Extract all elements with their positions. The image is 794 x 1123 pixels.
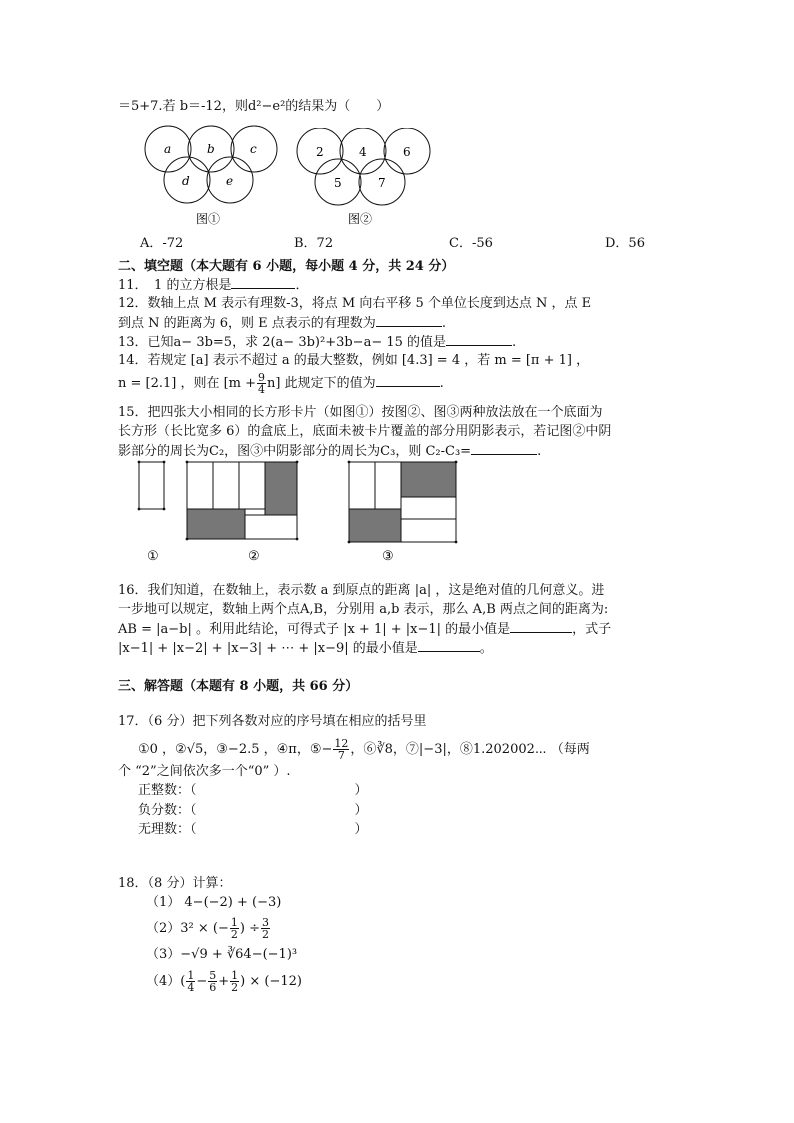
q16-line2: 一步地可以规定，数轴上两个点A,B，分别用 a,b 表示，那么 A,B 两点之间的距离为:	[118, 602, 609, 617]
q18-part-3: （3）−√9 + ∛64−(−1)³	[146, 947, 298, 962]
fraction: $\frac{9}{4}$	[258, 371, 266, 396]
circle-label: 6	[403, 145, 411, 159]
figure-caption: ③	[382, 549, 394, 564]
fraction: $\frac{1}{2}$	[231, 969, 239, 994]
circle-label: d	[182, 174, 190, 188]
q12-line2: 到点 N 的距离为 6，则 E 点表示的有理数为 .	[118, 316, 446, 331]
figure-caption: ①	[147, 549, 159, 564]
q18-part-1: （1） 4−(−2) + (−3)	[146, 895, 282, 910]
q11: 11． 1 的立方根是 ．	[118, 278, 309, 293]
q16-text-a: AB = |a−b| 。利用此结论，可得式子 |x + 1| + |x−1| 的最小值是	[118, 622, 511, 637]
circle-label: 4	[359, 145, 367, 159]
q15-line1: 15．把四张大小相同的长方形卡片（如图①）按图②、图③两种放法放在一个底面为	[118, 405, 603, 420]
q16-line1: 16．我们知道，在数轴上，表示数 a 到原点的距离 |a| ，这是绝对值的几何意义。进	[118, 583, 605, 598]
answer-blank	[376, 374, 440, 387]
fraction: $\frac{3}{2}$	[262, 916, 269, 941]
card-figures	[130, 460, 470, 565]
answer-blank	[231, 276, 295, 289]
q17-line1: 17．（6 分）把下列各数对应的序号填在相应的括号里	[118, 714, 427, 729]
answer-blank	[510, 620, 572, 633]
fraction: $\frac{12}{7}$	[334, 737, 349, 762]
q14-text-b: n] 此规定下的值为	[267, 376, 376, 391]
circle-label: e	[226, 174, 234, 188]
q17-text-b: ，⑥∛8，⑦|−3|，⑧1.202002⋯ （每两	[350, 742, 590, 757]
q15-line2: 长方形（长比宽多 6）的盒底上，底面未被卡片覆盖的部分用阴影表示，若记图②中阴	[118, 424, 612, 439]
q17-text-a: ①0 ，②√5，③−2.5 ，④π，⑤−	[138, 742, 333, 757]
option-d: D．56	[605, 236, 645, 251]
figure-caption: 图①	[196, 212, 221, 226]
circle-label: 5	[334, 176, 342, 190]
answer-blank	[471, 442, 537, 455]
q16-line4	[118, 639, 493, 658]
q15-line3: 影部分的周长为C₂，图③中阴影部分的周长为C₃，则 C₂-C₃= .	[118, 444, 542, 459]
venn-figure-2	[291, 128, 441, 229]
section-2-title: 二、填空题（本大题有 6 小题，每小题 4 分，共 24 分）	[118, 259, 455, 274]
q15-text: 影部分的周长为C₂，图③中阴影部分的周长为C₃，则 C₂-C₃=	[118, 444, 472, 459]
q12-text: 到点 N 的距离为 6，则 E 点表示的有理数为	[118, 316, 376, 331]
q12-line1: 12．数轴上点 M 表示有理数-3，将点 M 向右平移 5 个单位长度到达点 N ，点 E	[118, 296, 592, 311]
fraction: $\frac{1}{4}$	[187, 969, 195, 994]
figure-caption: ②	[248, 549, 260, 564]
answer-blank	[376, 314, 442, 327]
section-3-title: 三、解答题（本题有 8 小题，共 66 分）	[118, 679, 359, 694]
q14-line2: n = [2.1] ，则在 [m + $\frac{9}{4}$ n] 此规定下的值为 .	[118, 371, 444, 396]
q17-line2	[138, 738, 590, 761]
q14-line1: 14．若规定 [a] 表示不超过 a 的最大整数，例如 [4.3] = 4 ，若 m = [π + 1] ，	[118, 353, 590, 368]
answer-blank	[418, 639, 480, 652]
q10-stem: ＝5+7.若 b＝-12，则d²−e²的结果为（ ）	[118, 99, 390, 114]
q16-line3	[118, 620, 611, 639]
q14-text-a: n = [2.1] ，则在 [m +	[118, 376, 257, 391]
q17-line3: 个 “2”之间依次多一个“0” ）.	[118, 764, 291, 779]
circle-label: c	[250, 142, 257, 156]
q16-text-c: |x−1| + |x−2| + |x−3| + ⋯ + |x−9| 的最小值是	[118, 641, 418, 656]
fraction: $\frac{5}{6}$	[209, 969, 217, 994]
option-a: A．-72	[140, 236, 184, 251]
answer-blank	[446, 333, 512, 346]
q18-title: 18．（8 分）计算：	[118, 876, 232, 891]
option-b: B．72	[294, 236, 334, 251]
circle-label: 2	[316, 145, 324, 159]
q16-text-b: ，式子	[572, 622, 612, 637]
q17-row-positive-integers: 正整数：（ ）	[138, 783, 368, 798]
circle-label: b	[207, 142, 215, 156]
circle-label: 7	[378, 176, 386, 190]
circle-label: a	[164, 142, 172, 156]
option-c: C．-56	[449, 236, 493, 251]
venn-figure-1	[128, 124, 298, 229]
q16-text-d: 。	[479, 641, 493, 656]
q18-part-4: （4）( $\frac{1}{4}$ − $\frac{5}{6}$ + $\frac{1}{2}$ ) × (−12)	[146, 969, 302, 994]
q17-row-negative-fractions: 负分数：（ ）	[138, 803, 368, 818]
q11-text: 11． 1 的立方根是	[118, 278, 232, 293]
q17-row-irrationals: 无理数：（ ）	[138, 822, 368, 837]
figure-caption: 图②	[348, 212, 373, 226]
q13: 13．已知a− 3b=5，求 2(a− 3b)²+3b−a− 15 的值是 .	[118, 335, 517, 350]
q18-part-2: （2）3² × (− $\frac{1}{2}$ ) ÷ $\frac{3}{2}$	[146, 916, 269, 941]
q13-text: 13．已知a− 3b=5，求 2(a− 3b)²+3b−a− 15 的值是	[118, 335, 447, 350]
fraction: $\frac{1}{2}$	[230, 916, 238, 941]
